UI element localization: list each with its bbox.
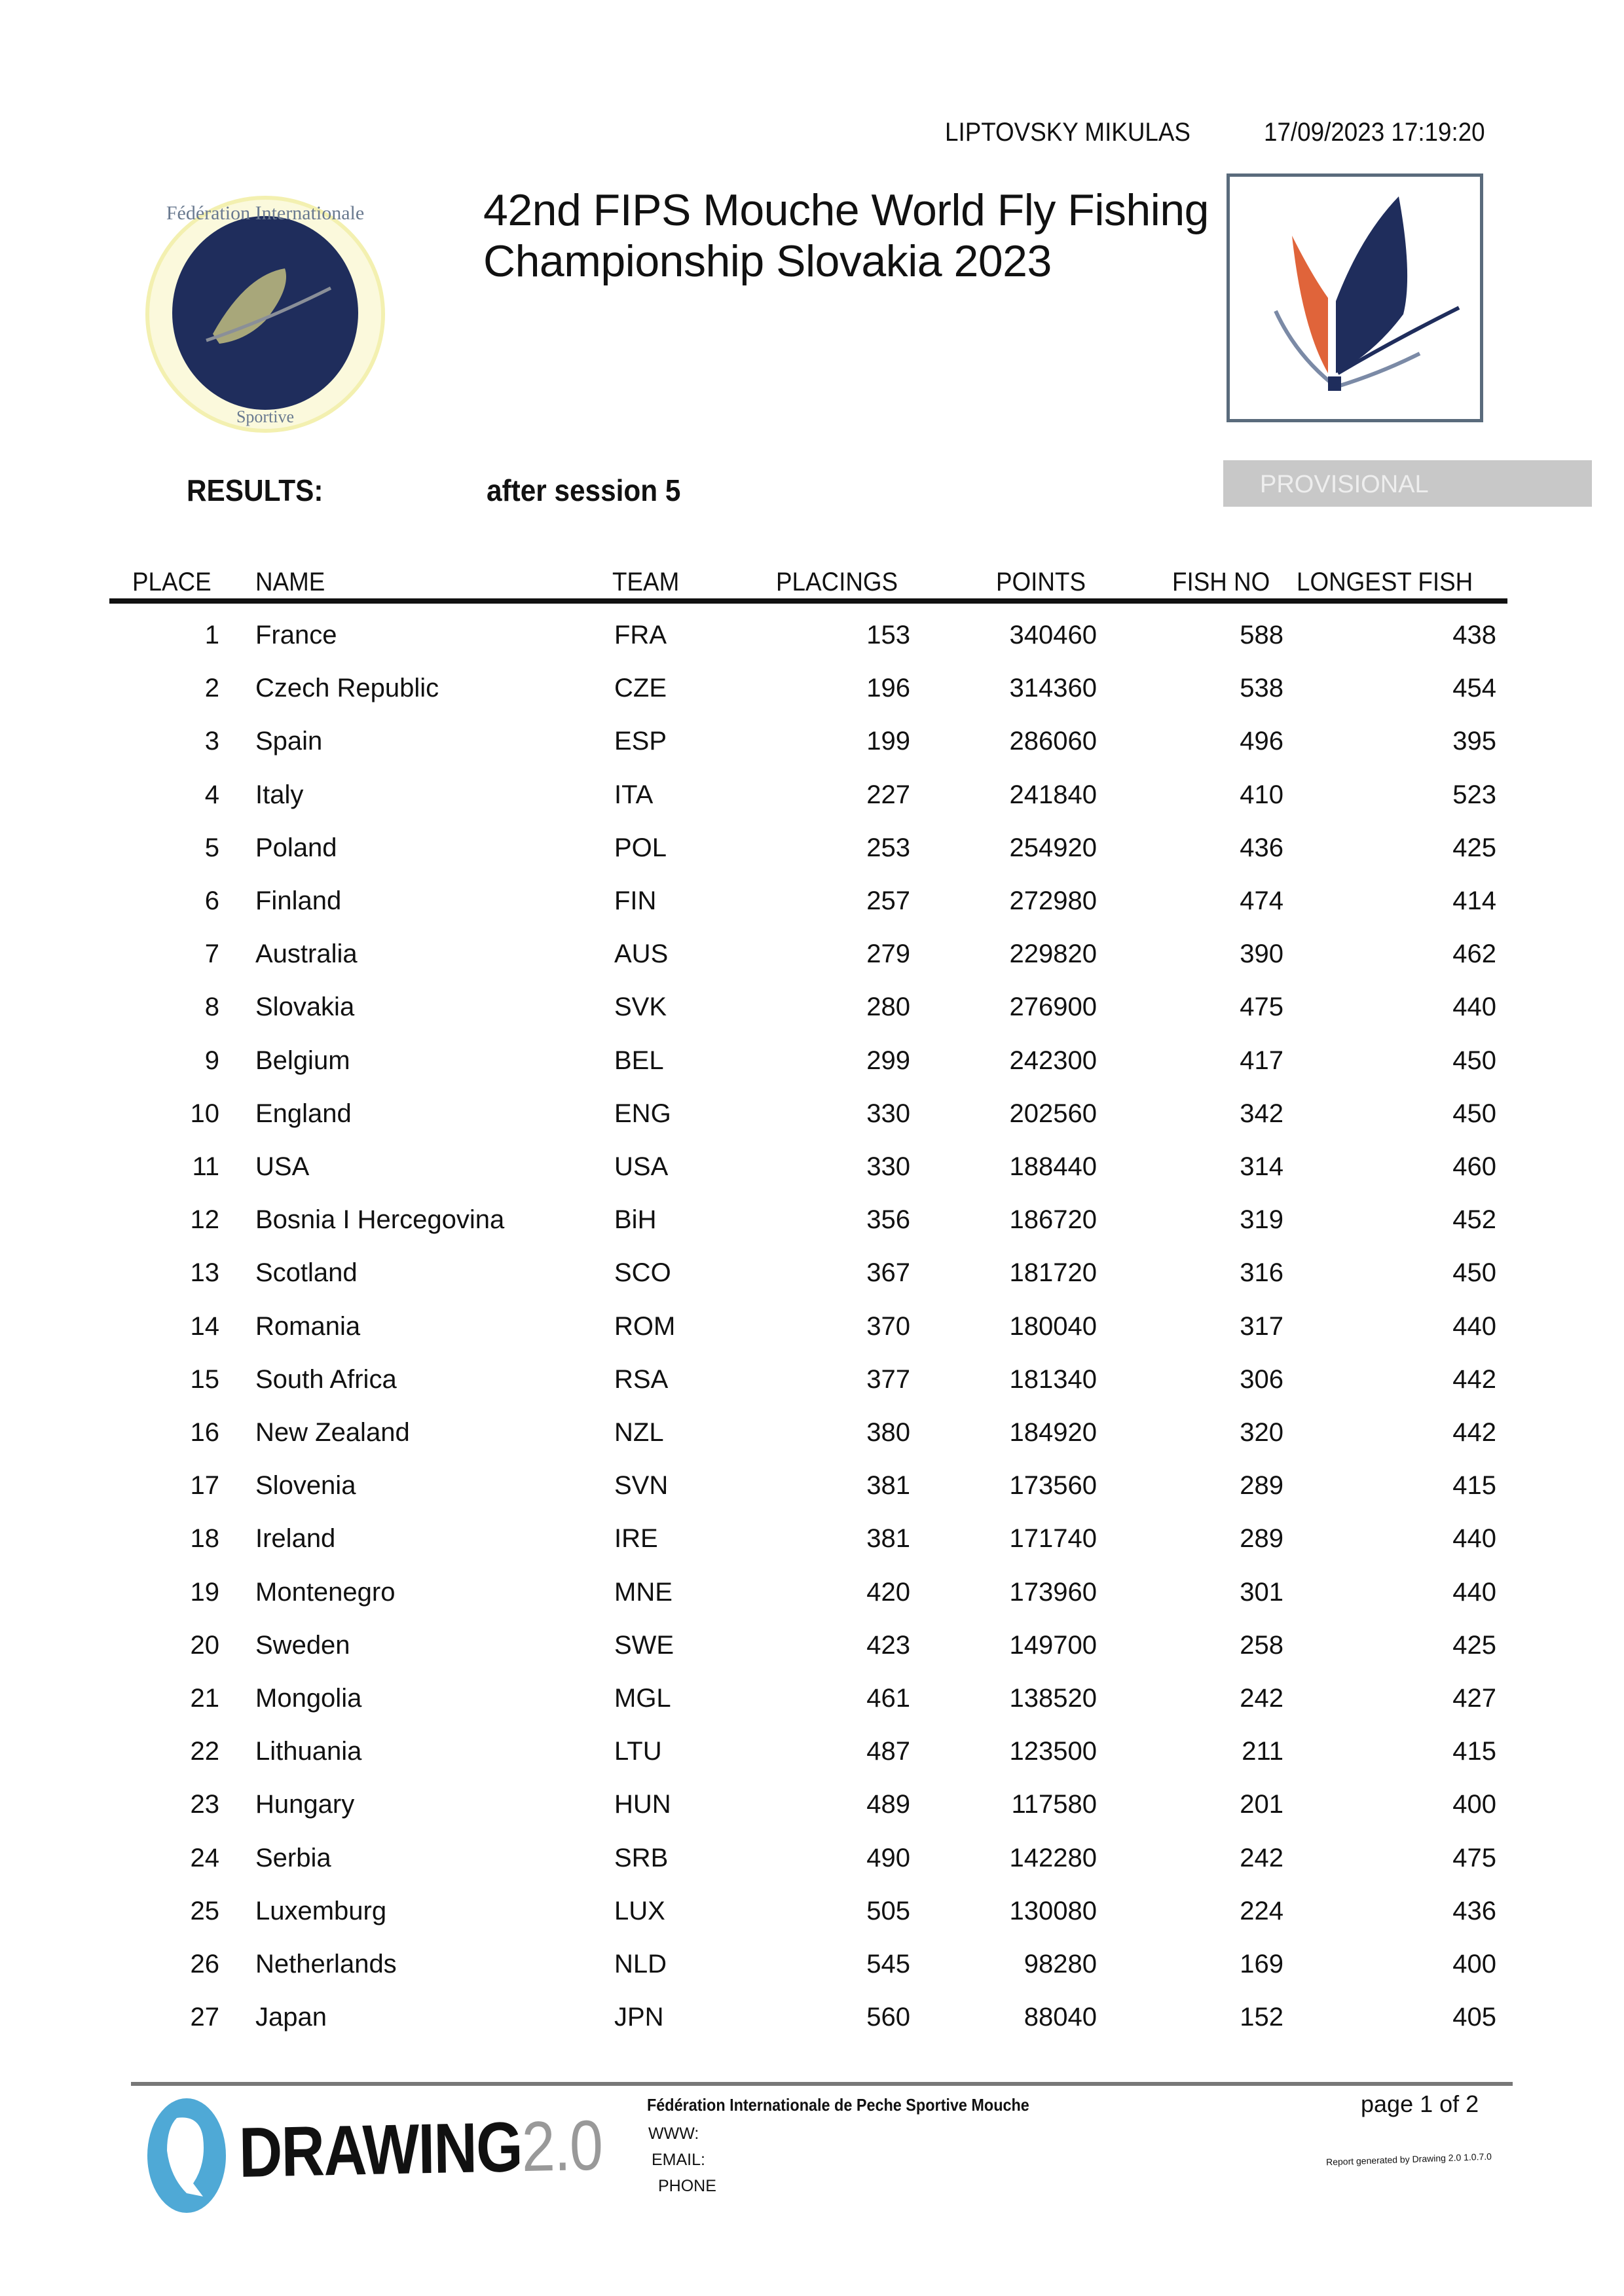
team-cell: SCO bbox=[614, 1258, 671, 1288]
session-label: after session 5 bbox=[487, 473, 681, 507]
table-row bbox=[0, 1471, 1624, 1510]
points-cell: 149700 bbox=[1009, 1630, 1097, 1660]
longest-fish-cell: 440 bbox=[1452, 1311, 1496, 1341]
placings-cell: 505 bbox=[866, 1896, 910, 1925]
points-cell: 171740 bbox=[1009, 1524, 1097, 1554]
table-row bbox=[0, 727, 1624, 766]
placings-cell: 330 bbox=[866, 1152, 910, 1181]
team-cell: LTU bbox=[614, 1737, 662, 1766]
longest-fish-cell: 440 bbox=[1452, 993, 1496, 1022]
points-cell: 242300 bbox=[1009, 1046, 1097, 1075]
points-cell: 188440 bbox=[1009, 1152, 1097, 1181]
col-place: PLACE bbox=[132, 568, 212, 596]
table-row bbox=[0, 1258, 1624, 1298]
place-cell: 1 bbox=[204, 621, 219, 649]
points-cell: 173560 bbox=[1009, 1471, 1097, 1501]
longest-fish-cell: 415 bbox=[1452, 1471, 1496, 1501]
table-row bbox=[0, 1099, 1624, 1139]
placings-cell: 489 bbox=[866, 1790, 910, 1819]
points-cell: 180040 bbox=[1009, 1311, 1097, 1341]
table-row bbox=[0, 1897, 1624, 1936]
name-cell: Bosnia I Hercegovina bbox=[255, 1205, 505, 1235]
team-cell: ITA bbox=[614, 780, 654, 809]
longest-fish-cell: 425 bbox=[1452, 1630, 1496, 1660]
placings-cell: 370 bbox=[866, 1311, 910, 1341]
points-cell: 117580 bbox=[1011, 1790, 1097, 1819]
longest-fish-cell: 450 bbox=[1452, 1099, 1496, 1128]
longest-fish-cell: 400 bbox=[1452, 1950, 1496, 1978]
table-row bbox=[0, 1312, 1624, 1351]
longest-fish-cell: 450 bbox=[1452, 1046, 1496, 1075]
points-cell: 229820 bbox=[1009, 939, 1097, 969]
placings-cell: 330 bbox=[866, 1099, 910, 1128]
placings-cell: 257 bbox=[866, 886, 910, 915]
longest-fish-cell: 440 bbox=[1452, 1524, 1496, 1554]
place-cell: 11 bbox=[192, 1152, 219, 1181]
table-row bbox=[0, 1737, 1624, 1776]
col-fish-no: FISH NO bbox=[1172, 568, 1270, 596]
placings-cell: 356 bbox=[866, 1205, 910, 1235]
name-cell: Australia bbox=[255, 939, 358, 969]
placings-cell: 367 bbox=[866, 1258, 910, 1288]
fish-no-cell: 317 bbox=[1240, 1311, 1283, 1341]
points-cell: 181340 bbox=[1009, 1364, 1097, 1394]
points-cell: 138520 bbox=[1009, 1684, 1097, 1713]
place-cell: 7 bbox=[204, 939, 219, 969]
fish-no-cell: 211 bbox=[1242, 1737, 1283, 1766]
table-row bbox=[0, 1418, 1624, 1457]
name-cell: Slovakia bbox=[255, 993, 355, 1022]
placings-cell: 381 bbox=[866, 1471, 910, 1501]
place-cell: 14 bbox=[190, 1311, 219, 1341]
table-row bbox=[0, 2003, 1624, 2042]
longest-fish-cell: 452 bbox=[1452, 1205, 1496, 1235]
placings-cell: 420 bbox=[866, 1577, 910, 1607]
fish-no-cell: 258 bbox=[1240, 1630, 1283, 1660]
team-cell: CZE bbox=[614, 674, 667, 703]
name-cell: New Zealand bbox=[255, 1418, 410, 1447]
longest-fish-cell: 427 bbox=[1452, 1684, 1496, 1713]
team-cell: AUS bbox=[614, 939, 669, 969]
name-cell: Montenegro bbox=[255, 1577, 396, 1607]
placings-cell: 461 bbox=[866, 1684, 910, 1713]
placings-cell: 545 bbox=[866, 1950, 910, 1978]
col-name: NAME bbox=[255, 568, 325, 596]
table-row bbox=[0, 1684, 1624, 1723]
report-datetime: 17/09/2023 17:19:20 bbox=[1264, 118, 1485, 147]
points-cell: 241840 bbox=[1009, 780, 1097, 809]
points-cell: 173960 bbox=[1009, 1577, 1097, 1607]
footer-divider bbox=[131, 2082, 1513, 2086]
name-cell: Belgium bbox=[255, 1046, 350, 1075]
table-row bbox=[0, 833, 1624, 873]
name-cell: Serbia bbox=[255, 1843, 331, 1872]
name-cell: Ireland bbox=[255, 1524, 336, 1554]
placings-cell: 490 bbox=[866, 1843, 910, 1872]
longest-fish-cell: 462 bbox=[1452, 939, 1496, 969]
www-label: WWW: bbox=[648, 2124, 699, 2143]
table-row bbox=[0, 886, 1624, 926]
team-cell: BEL bbox=[614, 1046, 664, 1075]
longest-fish-cell: 442 bbox=[1452, 1418, 1496, 1447]
place-cell: 4 bbox=[204, 780, 219, 809]
team-cell: RSA bbox=[614, 1364, 669, 1394]
placings-cell: 280 bbox=[866, 993, 910, 1022]
longest-fish-cell: 436 bbox=[1452, 1896, 1496, 1925]
name-cell: Scotland bbox=[255, 1258, 358, 1288]
team-cell: SVN bbox=[614, 1471, 669, 1501]
name-cell: Romania bbox=[255, 1311, 361, 1341]
fish-no-cell: 289 bbox=[1240, 1524, 1283, 1554]
place-cell: 26 bbox=[190, 1950, 219, 1978]
title-line-2: Championship Slovakia 2023 bbox=[483, 236, 1052, 286]
placings-cell: 253 bbox=[866, 833, 910, 862]
points-cell: 184920 bbox=[1009, 1418, 1097, 1447]
placings-cell: 380 bbox=[866, 1418, 910, 1447]
table-row bbox=[0, 674, 1624, 713]
table-row bbox=[0, 1152, 1624, 1192]
points-cell: 186720 bbox=[1009, 1205, 1097, 1235]
event-location: LIPTOVSKY MIKULAS bbox=[945, 118, 1190, 147]
place-cell: 18 bbox=[190, 1524, 219, 1554]
placings-cell: 423 bbox=[866, 1630, 910, 1660]
drawing-wordmark: DRAWING bbox=[238, 2107, 523, 2192]
points-cell: 254920 bbox=[1009, 833, 1097, 862]
longest-fish-cell: 460 bbox=[1452, 1152, 1496, 1181]
team-cell: SVK bbox=[614, 993, 667, 1022]
team-cell: NZL bbox=[614, 1418, 664, 1447]
team-cell: SRB bbox=[614, 1843, 669, 1872]
team-cell: NLD bbox=[614, 1950, 667, 1978]
table-row bbox=[0, 993, 1624, 1032]
fish-no-cell: 306 bbox=[1240, 1364, 1283, 1394]
svg-text:Fédération Internationale: Fédération Internationale bbox=[166, 202, 365, 224]
place-cell: 22 bbox=[190, 1737, 219, 1766]
points-cell: 123500 bbox=[1009, 1737, 1097, 1766]
phone-label: PHONE bbox=[658, 2177, 716, 2195]
placings-cell: 153 bbox=[866, 621, 910, 649]
fish-no-cell: 314 bbox=[1240, 1152, 1283, 1181]
place-cell: 3 bbox=[204, 727, 219, 756]
name-cell: Japan bbox=[255, 2003, 327, 2032]
longest-fish-cell: 415 bbox=[1452, 1737, 1496, 1766]
fish-no-cell: 588 bbox=[1240, 621, 1283, 649]
placings-cell: 279 bbox=[866, 939, 910, 969]
team-cell: FRA bbox=[614, 621, 667, 649]
fish-no-cell: 242 bbox=[1240, 1684, 1283, 1713]
name-cell: South Africa bbox=[255, 1364, 397, 1394]
fish-no-cell: 475 bbox=[1240, 993, 1283, 1022]
generator-note: Report generated by Drawing 2.0 1.0.7.0 bbox=[1325, 2151, 1492, 2168]
name-cell: Poland bbox=[255, 833, 337, 862]
header-divider bbox=[109, 598, 1507, 604]
team-cell: HUN bbox=[614, 1790, 671, 1819]
longest-fish-cell: 454 bbox=[1452, 674, 1496, 703]
table-row bbox=[0, 1524, 1624, 1563]
place-cell: 25 bbox=[190, 1896, 219, 1925]
points-cell: 88040 bbox=[1024, 2003, 1097, 2032]
fish-no-cell: 474 bbox=[1240, 886, 1283, 915]
table-row bbox=[0, 1578, 1624, 1617]
place-cell: 6 bbox=[204, 886, 219, 915]
longest-fish-cell: 405 bbox=[1452, 2003, 1496, 2032]
fips-emblem-logo bbox=[134, 190, 396, 439]
name-cell: Sweden bbox=[255, 1630, 350, 1660]
placings-cell: 227 bbox=[866, 780, 910, 809]
name-cell: Hungary bbox=[255, 1790, 355, 1819]
team-cell: SWE bbox=[614, 1630, 674, 1660]
placings-cell: 299 bbox=[866, 1046, 910, 1075]
fish-no-cell: 410 bbox=[1240, 780, 1283, 809]
longest-fish-cell: 440 bbox=[1452, 1577, 1496, 1607]
table-row bbox=[0, 1365, 1624, 1404]
place-cell: 20 bbox=[190, 1630, 219, 1660]
table-row bbox=[0, 1844, 1624, 1883]
team-cell: FIN bbox=[614, 886, 657, 915]
fish-no-cell: 538 bbox=[1240, 674, 1283, 703]
team-cell: JPN bbox=[614, 2003, 664, 2032]
points-cell: 314360 bbox=[1009, 674, 1097, 703]
drawing-version: 2.0 bbox=[521, 2105, 603, 2187]
championship-title bbox=[483, 185, 1209, 287]
fish-no-cell: 342 bbox=[1240, 1099, 1283, 1128]
team-cell: LUX bbox=[614, 1896, 665, 1925]
longest-fish-cell: 425 bbox=[1452, 833, 1496, 862]
fish-no-cell: 242 bbox=[1240, 1843, 1283, 1872]
results-label: RESULTS: bbox=[187, 473, 323, 507]
team-cell: MGL bbox=[614, 1684, 671, 1713]
table-row bbox=[0, 1950, 1624, 1989]
placings-cell: 199 bbox=[866, 727, 910, 756]
place-cell: 15 bbox=[190, 1364, 219, 1394]
place-cell: 17 bbox=[190, 1471, 219, 1501]
place-cell: 24 bbox=[190, 1843, 219, 1872]
fish-no-cell: 289 bbox=[1240, 1471, 1283, 1501]
provisional-badge bbox=[1223, 460, 1592, 507]
fish-no-cell: 320 bbox=[1240, 1418, 1283, 1447]
fish-no-cell: 390 bbox=[1240, 939, 1283, 969]
points-cell: 142280 bbox=[1009, 1843, 1097, 1872]
drawing-logo-text bbox=[238, 2104, 602, 2193]
team-cell: MNE bbox=[614, 1577, 673, 1607]
points-cell: 276900 bbox=[1009, 993, 1097, 1022]
points-cell: 130080 bbox=[1009, 1896, 1097, 1925]
name-cell: Spain bbox=[255, 727, 323, 756]
svg-text:Sportive: Sportive bbox=[236, 407, 295, 426]
place-cell: 13 bbox=[190, 1258, 219, 1288]
place-cell: 10 bbox=[190, 1099, 219, 1128]
place-cell: 9 bbox=[204, 1046, 219, 1075]
name-cell: Luxemburg bbox=[255, 1896, 387, 1925]
placings-cell: 377 bbox=[866, 1364, 910, 1394]
table-row bbox=[0, 780, 1624, 820]
championship-sail-logo bbox=[1227, 173, 1483, 422]
points-cell: 340460 bbox=[1009, 621, 1097, 649]
fish-no-cell: 152 bbox=[1240, 2003, 1283, 2032]
longest-fish-cell: 475 bbox=[1452, 1843, 1496, 1872]
points-cell: 98280 bbox=[1024, 1950, 1097, 1978]
fish-no-cell: 436 bbox=[1240, 833, 1283, 862]
name-cell: Czech Republic bbox=[255, 674, 439, 703]
table-row bbox=[0, 939, 1624, 979]
place-cell: 5 bbox=[204, 833, 219, 862]
table-row bbox=[0, 1046, 1624, 1085]
place-cell: 8 bbox=[204, 993, 219, 1022]
longest-fish-cell: 414 bbox=[1452, 886, 1496, 915]
points-cell: 272980 bbox=[1009, 886, 1097, 915]
longest-fish-cell: 438 bbox=[1452, 621, 1496, 649]
place-cell: 12 bbox=[190, 1205, 219, 1235]
name-cell: Italy bbox=[255, 780, 304, 809]
name-cell: USA bbox=[255, 1152, 310, 1181]
placings-cell: 487 bbox=[866, 1737, 910, 1766]
col-longest-fish: LONGEST FISH bbox=[1297, 568, 1473, 596]
longest-fish-cell: 450 bbox=[1452, 1258, 1496, 1288]
place-cell: 21 bbox=[190, 1684, 219, 1713]
name-cell: Netherlands bbox=[255, 1950, 397, 1978]
fish-no-cell: 319 bbox=[1240, 1205, 1283, 1235]
table-row bbox=[0, 1790, 1624, 1829]
fish-no-cell: 201 bbox=[1240, 1790, 1283, 1819]
points-cell: 202560 bbox=[1009, 1099, 1097, 1128]
table-row bbox=[0, 621, 1624, 660]
name-cell: France bbox=[255, 621, 337, 649]
points-cell: 286060 bbox=[1009, 727, 1097, 756]
fish-no-cell: 417 bbox=[1240, 1046, 1283, 1075]
name-cell: Finland bbox=[255, 886, 342, 915]
placings-cell: 560 bbox=[866, 2003, 910, 2032]
federation-name: Fédération Internationale de Peche Sportive Mouche bbox=[647, 2095, 1029, 2115]
fish-no-cell: 496 bbox=[1240, 727, 1283, 756]
fish-no-cell: 316 bbox=[1240, 1258, 1283, 1288]
team-cell: ENG bbox=[614, 1099, 671, 1128]
placings-cell: 196 bbox=[866, 674, 910, 703]
longest-fish-cell: 395 bbox=[1452, 727, 1496, 756]
name-cell: Mongolia bbox=[255, 1684, 362, 1713]
name-cell: England bbox=[255, 1099, 352, 1128]
email-label: EMAIL: bbox=[652, 2151, 705, 2169]
place-cell: 16 bbox=[190, 1418, 219, 1447]
name-cell: Slovenia bbox=[255, 1471, 356, 1501]
place-cell: 23 bbox=[190, 1790, 219, 1819]
longest-fish-cell: 442 bbox=[1452, 1364, 1496, 1394]
longest-fish-cell: 400 bbox=[1452, 1790, 1496, 1819]
fish-no-cell: 301 bbox=[1240, 1577, 1283, 1607]
col-points: POINTS bbox=[996, 568, 1086, 596]
team-cell: ESP bbox=[614, 727, 667, 756]
place-cell: 2 bbox=[204, 674, 219, 703]
title-line-1: 42nd FIPS Mouche World Fly Fishing bbox=[483, 185, 1209, 235]
team-cell: USA bbox=[614, 1152, 669, 1181]
page-number: page 1 of 2 bbox=[1361, 2090, 1479, 2117]
table-row bbox=[0, 1205, 1624, 1245]
provisional-text: PROVISIONAL bbox=[1260, 471, 1429, 498]
col-placings: PLACINGS bbox=[776, 568, 898, 596]
place-cell: 19 bbox=[190, 1577, 219, 1607]
team-cell: IRE bbox=[614, 1524, 658, 1554]
team-cell: BiH bbox=[614, 1205, 657, 1235]
fish-no-cell: 224 bbox=[1240, 1896, 1283, 1925]
longest-fish-cell: 523 bbox=[1452, 780, 1496, 809]
place-cell: 27 bbox=[190, 2003, 219, 2032]
points-cell: 181720 bbox=[1009, 1258, 1097, 1288]
table-row bbox=[0, 1631, 1624, 1670]
fish-no-cell: 169 bbox=[1240, 1950, 1283, 1978]
team-cell: POL bbox=[614, 833, 667, 862]
col-team: TEAM bbox=[612, 568, 680, 596]
placings-cell: 381 bbox=[866, 1524, 910, 1554]
team-cell: ROM bbox=[614, 1311, 676, 1341]
name-cell: Lithuania bbox=[255, 1737, 362, 1766]
fish-logo-icon bbox=[147, 2098, 226, 2213]
